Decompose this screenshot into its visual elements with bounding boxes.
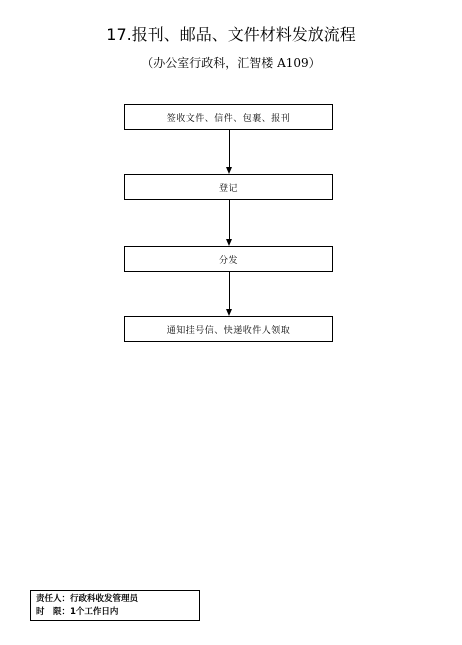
arrow-shaft: [229, 200, 230, 240]
time-limit-label: 时 限：: [36, 607, 71, 617]
flow-arrow: [229, 200, 231, 246]
flow-arrow: [229, 130, 231, 174]
page-title: 17.报刊、邮品、文件材料发放流程: [106, 25, 356, 44]
responsible-value: 行政科收发管理员: [70, 594, 139, 604]
flow-step-label: 登记: [218, 183, 238, 194]
flow-step-label: 通知挂号信、快递收件人领取: [166, 325, 291, 336]
responsibility-box: [30, 590, 200, 621]
arrow-shaft: [229, 272, 230, 310]
arrow-down-icon: [226, 167, 232, 174]
flow-step-register: [124, 174, 333, 200]
arrow-shaft: [229, 130, 230, 168]
responsible-label: 责任人：: [36, 594, 71, 604]
flow-step-notify: [124, 316, 333, 342]
time-limit-value: 1个工作日内: [70, 607, 119, 617]
time-limit-row: [36, 606, 194, 619]
flow-step-label: 签收文件、信件、包裹、报刊: [166, 113, 291, 124]
arrow-down-icon: [226, 309, 232, 316]
flow-step-label: 分发: [218, 255, 238, 266]
arrow-down-icon: [226, 239, 232, 246]
responsible-row: [36, 593, 194, 606]
flow-step-receive: [124, 104, 333, 130]
page-subtitle: （办公室行政科，汇智楼 A109）: [141, 56, 321, 70]
flow-arrow: [229, 272, 231, 316]
flow-step-distribute: [124, 246, 333, 272]
